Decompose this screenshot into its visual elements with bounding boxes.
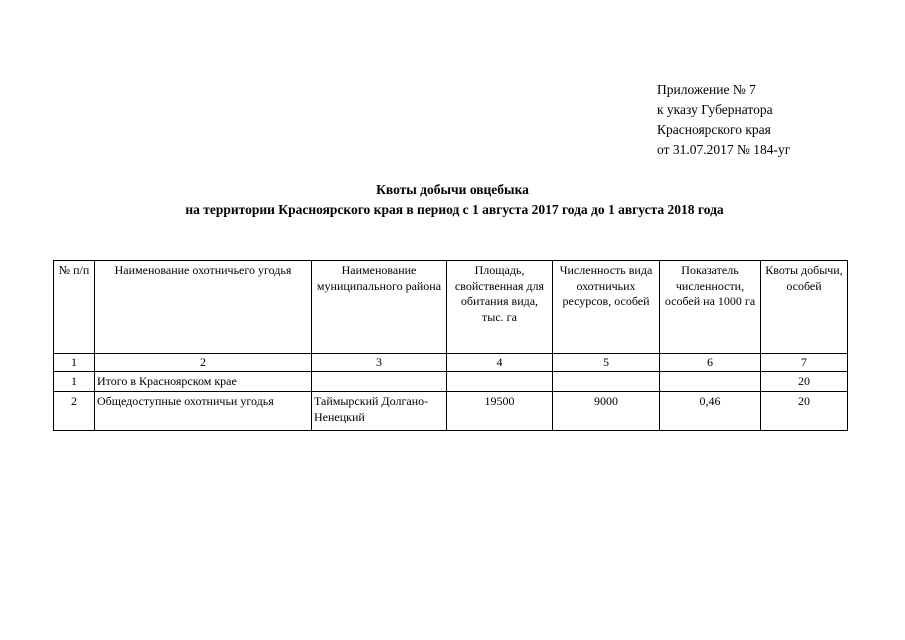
column-number-row [54, 354, 848, 372]
table-cell: 2 [54, 392, 95, 431]
table-cell: 1 [54, 371, 95, 392]
column-number-cell: 3 [312, 354, 447, 372]
header-cell-number: № п/п [54, 261, 95, 354]
header-cell-quota: Квоты добычи, особей [761, 261, 848, 354]
table-cell: 20 [761, 371, 848, 392]
appendix-line: Красноярского края [657, 122, 771, 137]
table-cell [312, 371, 447, 392]
column-number-cell: 2 [95, 354, 312, 372]
header-cell-hunting-ground: Наименование охотничьего угодья [95, 261, 312, 354]
column-number-cell: 7 [761, 354, 848, 372]
header-cell-district: Наименование муниципального района [312, 261, 447, 354]
table-cell [660, 371, 761, 392]
appendix-line: Приложение № 7 [657, 82, 756, 97]
column-number-cell: 6 [660, 354, 761, 372]
column-number-cell: 4 [447, 354, 553, 372]
header-cell-population: Численность вида охотничьих ресурсов, особей [553, 261, 660, 354]
document-title: Квоты добычи овцебыка [376, 182, 529, 197]
table-row [54, 392, 848, 431]
table-cell: Общедоступные охотничьи угодья [95, 392, 312, 431]
table-cell: 20 [761, 392, 848, 431]
table-cell: 19500 [447, 392, 553, 431]
table-cell: 9000 [553, 392, 660, 431]
table-header-row [54, 261, 848, 354]
table-cell [447, 371, 553, 392]
table-cell: Итого в Красноярском крае [95, 371, 312, 392]
appendix-line: от 31.07.2017 № 184-уг [657, 142, 791, 157]
header-cell-density: Показатель численности, особей на 1000 га [660, 261, 761, 354]
column-number-cell: 5 [553, 354, 660, 372]
table-cell: Таймырский Долгано-Ненецкий [312, 392, 447, 431]
appendix-line: к указу Губернатора [657, 102, 773, 117]
table-row [54, 371, 848, 392]
column-number-cell: 1 [54, 354, 95, 372]
appendix-block [657, 80, 790, 160]
table-cell [553, 371, 660, 392]
document-subtitle: на территории Красноярского края в период с 1 августа 2017 года до 1 августа 2018 года [185, 202, 724, 217]
table-cell: 0,46 [660, 392, 761, 431]
header-cell-area: Площадь, свойственная для обитания вида, тыс. га [447, 261, 553, 354]
quota-table [53, 260, 848, 431]
